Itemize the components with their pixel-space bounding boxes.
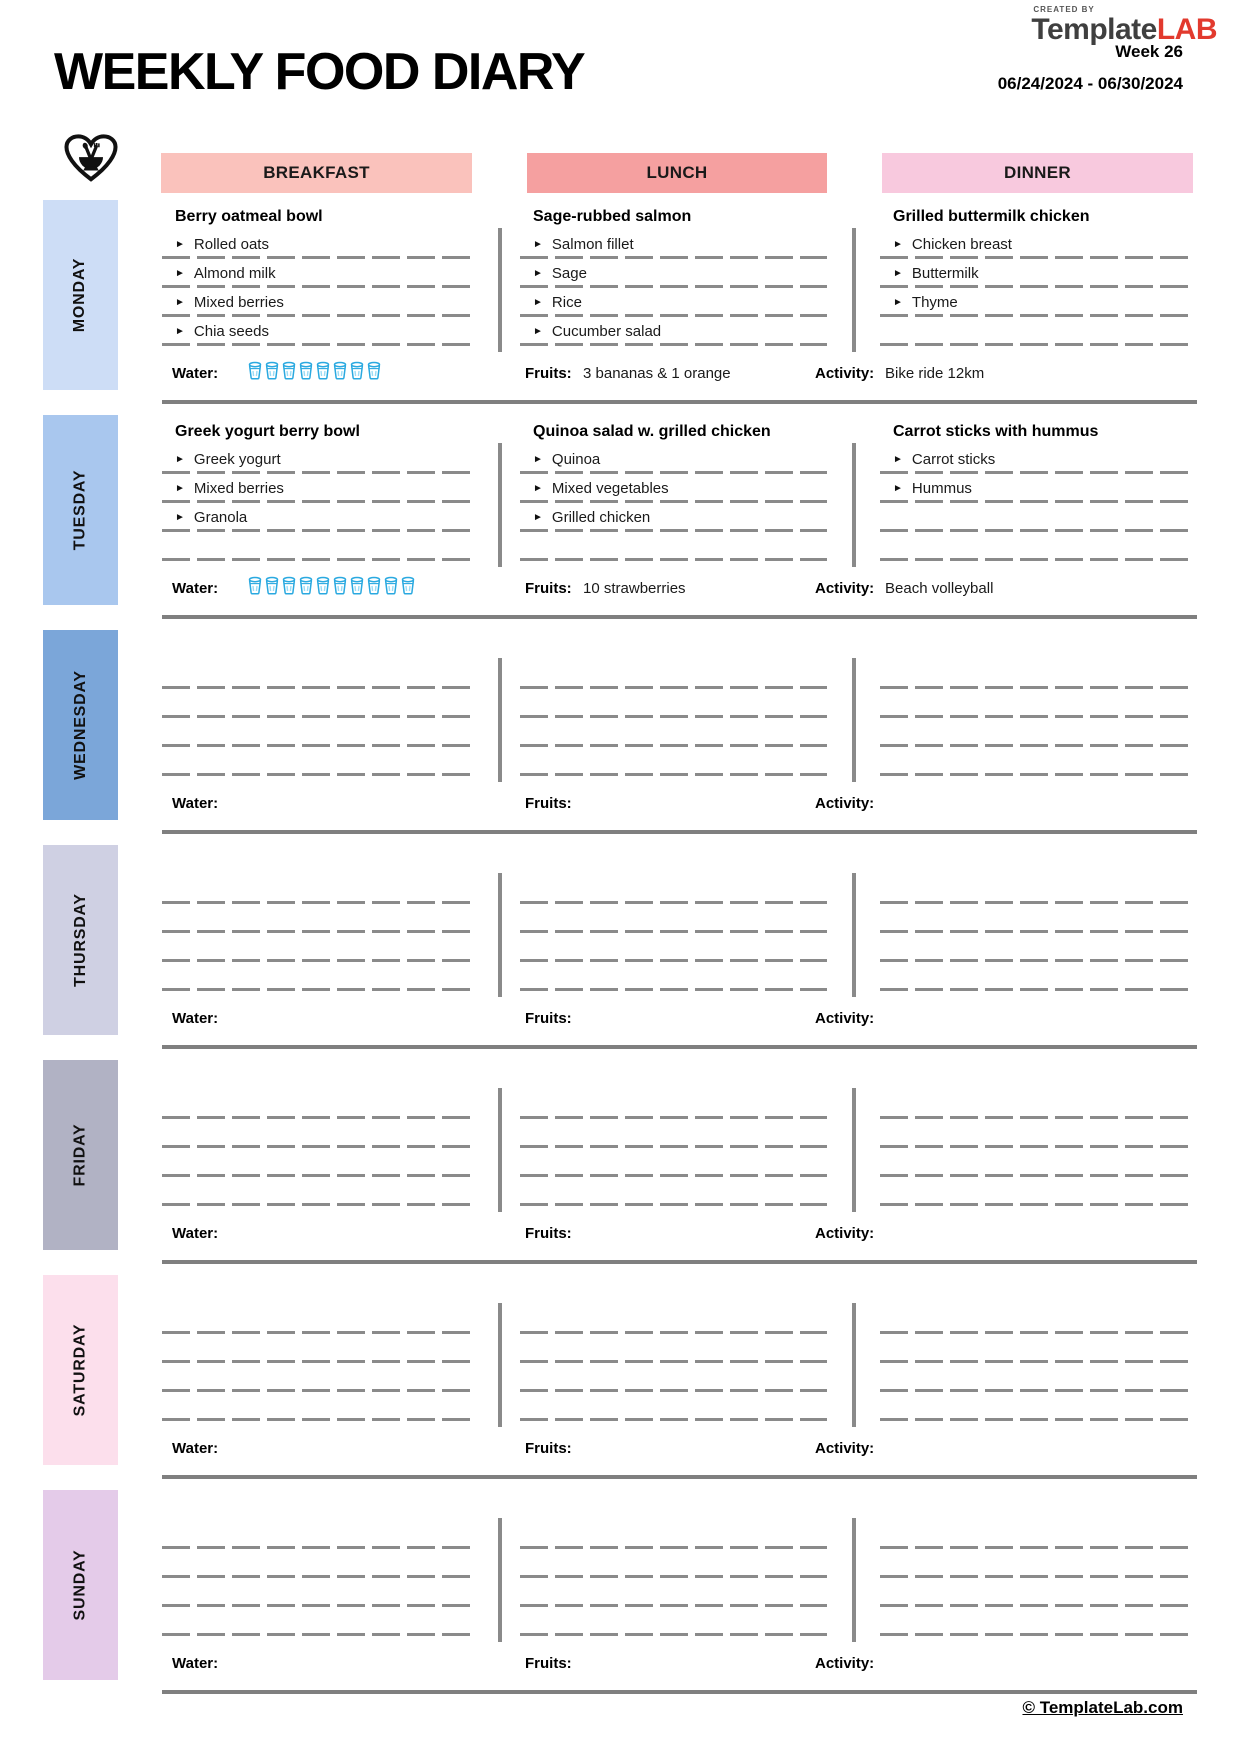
column-separator <box>498 1303 502 1427</box>
brand-logo <box>1031 6 1217 45</box>
water-cup-icon <box>265 576 279 595</box>
day-label: THURSDAY <box>71 893 89 987</box>
fruits-label: Fruits: <box>525 580 572 597</box>
item-bullet-icon: ► <box>533 326 543 337</box>
meal-item-line <box>880 471 1193 474</box>
meal-item-line <box>520 343 827 346</box>
day-tab-sunday <box>43 1490 118 1680</box>
column-separator <box>498 228 502 352</box>
water-cup-icon <box>299 576 313 595</box>
water-cup-icon <box>401 576 415 595</box>
meal-item-line <box>880 1331 1193 1334</box>
day-label: FRIDAY <box>71 1123 89 1187</box>
meal-item-line <box>880 1174 1193 1177</box>
item-bullet-icon: ► <box>893 239 903 250</box>
item-bullet-icon: ► <box>893 268 903 279</box>
activity-value: Bike ride 12km <box>885 365 985 382</box>
item-bullet-icon: ► <box>533 297 543 308</box>
item-bullet-icon: ► <box>175 512 185 523</box>
water-cups <box>248 361 381 380</box>
meal-item-line <box>880 1418 1193 1421</box>
day-label: SATURDAY <box>71 1323 89 1417</box>
meal-item-line <box>880 314 1193 317</box>
meal-item-line <box>162 285 473 288</box>
meal-item-line <box>520 471 827 474</box>
meal-item-line <box>880 1145 1193 1148</box>
meal-item-line <box>880 744 1193 747</box>
meal-item-line <box>880 1604 1193 1607</box>
item-bullet-icon: ► <box>533 454 543 465</box>
meal-item-line <box>162 1145 473 1148</box>
meal-item-line <box>162 1575 473 1578</box>
meal-item-line <box>880 959 1193 962</box>
fruits-label: Fruits: <box>525 1010 572 1027</box>
day-divider <box>162 1475 1197 1479</box>
meal-title: Carrot sticks with hummus <box>893 423 1099 440</box>
column-separator <box>498 1088 502 1212</box>
week-label: Week 26 <box>1115 42 1183 61</box>
meal-item-line <box>162 256 473 259</box>
meal-item-line <box>520 1360 827 1363</box>
item-bullet-icon: ► <box>533 483 543 494</box>
meal-item: ► Carrot sticks <box>893 451 996 468</box>
day-label: TUESDAY <box>71 469 89 551</box>
water-cup-icon <box>248 361 262 380</box>
meal-item-line <box>520 558 827 561</box>
meal-item-line <box>880 1203 1193 1206</box>
activity-label: Activity: <box>815 1010 875 1027</box>
fruits-value: 10 strawberries <box>583 580 686 597</box>
day-divider <box>162 1690 1197 1694</box>
meal-item-line <box>520 314 827 317</box>
brand-created-by: CREATED BY <box>1033 5 1095 14</box>
meal-item-line <box>162 1360 473 1363</box>
column-header-dinner: DINNER <box>882 153 1193 193</box>
column-separator <box>852 443 856 567</box>
meal-title: Quinoa salad w. grilled chicken <box>533 423 771 440</box>
item-bullet-icon: ► <box>175 297 185 308</box>
meal-item: ► Chia seeds <box>175 323 269 340</box>
meal-item-line <box>520 1418 827 1421</box>
day-divider <box>162 1260 1197 1264</box>
item-bullet-icon: ► <box>175 326 185 337</box>
meal-item-line <box>520 1145 827 1148</box>
item-bullet-icon: ► <box>175 454 185 465</box>
water-cup-icon <box>265 361 279 380</box>
meal-item-line <box>162 1331 473 1334</box>
meal-item-line <box>520 773 827 776</box>
water-label: Water: <box>172 1010 219 1027</box>
meal-item-line <box>520 715 827 718</box>
meal-item-line <box>162 959 473 962</box>
meal-item-line <box>880 1360 1193 1363</box>
meal-item-line <box>880 558 1193 561</box>
meal-item-line <box>162 1633 473 1636</box>
meal-item: ► Greek yogurt <box>175 451 281 468</box>
water-cup-icon <box>316 576 330 595</box>
item-bullet-icon: ► <box>175 268 185 279</box>
meal-item-line <box>520 256 827 259</box>
meal-item: ► Chicken breast <box>893 236 1012 253</box>
day-divider <box>162 400 1197 404</box>
fruits-label: Fruits: <box>525 365 572 382</box>
water-cup-icon <box>367 576 381 595</box>
meal-item-line <box>162 901 473 904</box>
water-label: Water: <box>172 1440 219 1457</box>
fruits-value: 3 bananas & 1 orange <box>583 365 731 382</box>
day-label: SUNDAY <box>71 1549 89 1621</box>
meal-item-line <box>880 285 1193 288</box>
copyright-link[interactable]: © TemplateLab.com <box>1022 1698 1183 1717</box>
meal-item: ► Buttermilk <box>893 265 979 282</box>
water-cup-icon <box>367 361 381 380</box>
day-tab-friday <box>43 1060 118 1250</box>
water-cup-icon <box>316 361 330 380</box>
fruits-label: Fruits: <box>525 1225 572 1242</box>
meal-title: Greek yogurt berry bowl <box>175 423 360 440</box>
meal-item-line <box>162 988 473 991</box>
meal-item-line <box>520 500 827 503</box>
meal-item-line <box>162 1174 473 1177</box>
meal-title: Grilled buttermilk chicken <box>893 208 1090 225</box>
meal-item-line <box>520 1389 827 1392</box>
meal-item: ► Mixed vegetables <box>533 480 669 497</box>
meal-title: Berry oatmeal bowl <box>175 208 323 225</box>
meal-item: ► Mixed berries <box>175 480 284 497</box>
meal-item-line <box>880 500 1193 503</box>
column-separator <box>852 1303 856 1427</box>
activity-label: Activity: <box>815 1440 875 1457</box>
meal-item-line <box>880 686 1193 689</box>
meal-item: ► Hummus <box>893 480 972 497</box>
meal-item: ► Cucumber salad <box>533 323 662 340</box>
column-header-lunch: LUNCH <box>527 153 827 193</box>
water-cups <box>248 576 415 595</box>
column-separator <box>852 1518 856 1642</box>
meal-item: ► Grilled chicken <box>533 509 651 526</box>
water-cup-icon <box>299 361 313 380</box>
meal-item: ► Rolled oats <box>175 236 269 253</box>
column-separator <box>852 228 856 352</box>
meal-title: Sage-rubbed salmon <box>533 208 692 225</box>
column-separator <box>498 1518 502 1642</box>
column-separator <box>852 658 856 782</box>
meal-item-line <box>162 715 473 718</box>
day-divider <box>162 830 1197 834</box>
activity-label: Activity: <box>815 1655 875 1672</box>
day-divider <box>162 615 1197 619</box>
activity-label: Activity: <box>815 1225 875 1242</box>
water-cup-icon <box>282 576 296 595</box>
column-separator <box>852 873 856 997</box>
item-bullet-icon: ► <box>893 297 903 308</box>
meal-item-line <box>162 1116 473 1119</box>
item-bullet-icon: ► <box>533 268 543 279</box>
water-cup-icon <box>333 361 347 380</box>
item-bullet-icon: ► <box>533 239 543 250</box>
meal-item-line <box>880 343 1193 346</box>
item-bullet-icon: ► <box>893 454 903 465</box>
activity-label: Activity: <box>815 795 875 812</box>
activity-label: Activity: <box>815 365 875 382</box>
meal-item: ► Rice <box>533 294 582 311</box>
meal-item: ► Salmon fillet <box>533 236 634 253</box>
water-cup-icon <box>350 576 364 595</box>
meal-item-line <box>520 1203 827 1206</box>
water-cup-icon <box>384 576 398 595</box>
water-label: Water: <box>172 1655 219 1672</box>
water-label: Water: <box>172 365 219 382</box>
meal-item-line <box>880 256 1193 259</box>
meal-item: ► Sage <box>533 265 587 282</box>
heart-food-icon <box>62 134 120 189</box>
meal-item-line <box>880 715 1193 718</box>
meal-item-line <box>162 558 473 561</box>
meal-item-line <box>880 901 1193 904</box>
meal-item-line <box>520 1174 827 1177</box>
date-range: 06/24/2024 - 06/30/2024 <box>997 74 1183 93</box>
water-cup-icon <box>350 361 364 380</box>
day-label: WEDNESDAY <box>71 670 89 780</box>
meal-item-line <box>880 1546 1193 1549</box>
activity-value: Beach volleyball <box>885 580 994 597</box>
water-label: Water: <box>172 580 219 597</box>
water-cup-icon <box>333 576 347 595</box>
meal-item-line <box>880 930 1193 933</box>
meal-item-line <box>520 686 827 689</box>
column-separator <box>498 658 502 782</box>
meal-item-line <box>520 285 827 288</box>
item-bullet-icon: ► <box>893 483 903 494</box>
meal-item-line <box>162 1389 473 1392</box>
page-title: WEEKLY FOOD DIARY <box>54 43 585 101</box>
meal-item-line <box>162 1546 473 1549</box>
meal-item-line <box>520 1633 827 1636</box>
day-tab-wednesday <box>43 630 118 820</box>
water-cup-icon <box>248 576 262 595</box>
meal-item-line <box>162 930 473 933</box>
meal-item-line <box>162 1203 473 1206</box>
fruits-label: Fruits: <box>525 1440 572 1457</box>
meal-item-line <box>520 1575 827 1578</box>
meal-item: ► Almond milk <box>175 265 276 282</box>
meal-item-line <box>520 988 827 991</box>
activity-label: Activity: <box>815 580 875 597</box>
meal-item: ► Mixed berries <box>175 294 284 311</box>
meal-item-line <box>162 500 473 503</box>
item-bullet-icon: ► <box>175 483 185 494</box>
meal-item-line <box>162 471 473 474</box>
column-header-breakfast: BREAKFAST <box>161 153 472 193</box>
meal-item-line <box>880 1633 1193 1636</box>
fruits-label: Fruits: <box>525 1655 572 1672</box>
meal-item-line <box>520 1331 827 1334</box>
day-divider <box>162 1045 1197 1049</box>
item-bullet-icon: ► <box>175 239 185 250</box>
meal-item: ► Quinoa <box>533 451 601 468</box>
meal-item: ► Granola <box>175 509 248 526</box>
meal-item-line <box>880 988 1193 991</box>
column-separator <box>498 443 502 567</box>
meal-item-line <box>162 744 473 747</box>
meal-item-line <box>520 1546 827 1549</box>
day-tab-tuesday <box>43 415 118 605</box>
meal-item-line <box>520 1604 827 1607</box>
meal-item-line <box>162 1604 473 1607</box>
meal-item-line <box>520 930 827 933</box>
meal-item-line <box>162 1418 473 1421</box>
day-label: MONDAY <box>71 257 89 333</box>
day-tab-thursday <box>43 845 118 1035</box>
day-tab-monday <box>43 200 118 390</box>
meal-item-line <box>880 529 1193 532</box>
meal-item-line <box>520 901 827 904</box>
column-separator <box>498 873 502 997</box>
water-cup-icon <box>282 361 296 380</box>
meal-item-line <box>880 773 1193 776</box>
meal-item: ► Thyme <box>893 294 958 311</box>
fruits-label: Fruits: <box>525 795 572 812</box>
meal-item-line <box>520 959 827 962</box>
column-separator <box>852 1088 856 1212</box>
meal-item-line <box>880 1116 1193 1119</box>
meal-item-line <box>880 1575 1193 1578</box>
meal-item-line <box>880 1389 1193 1392</box>
meal-item-line <box>162 314 473 317</box>
brand-name: TemplateLAB <box>1031 13 1217 46</box>
meal-item-line <box>162 773 473 776</box>
meal-item-line <box>162 343 473 346</box>
water-label: Water: <box>172 1225 219 1242</box>
water-label: Water: <box>172 795 219 812</box>
meal-item-line <box>162 529 473 532</box>
meal-item-line <box>520 529 827 532</box>
meal-item-line <box>162 686 473 689</box>
meal-item-line <box>520 1116 827 1119</box>
day-tab-saturday <box>43 1275 118 1465</box>
meal-item-line <box>520 744 827 747</box>
item-bullet-icon: ► <box>533 512 543 523</box>
